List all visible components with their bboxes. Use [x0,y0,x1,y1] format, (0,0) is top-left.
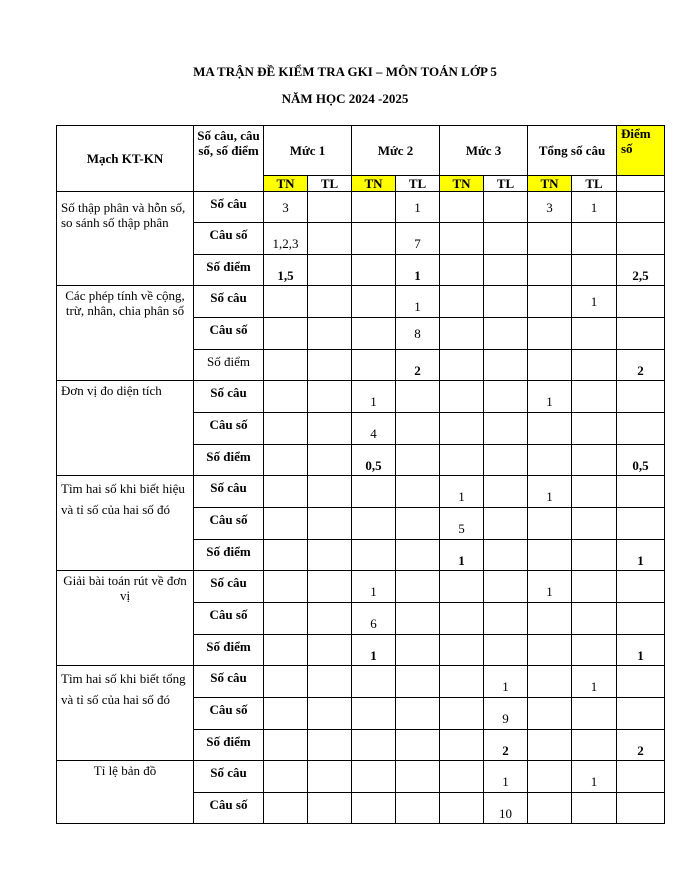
cell: 9 [484,698,528,730]
label-cau-so: Câu số [194,413,264,445]
label-so-cau: Số câu [194,476,264,508]
header-tl: TL [484,176,528,192]
matrix-table [56,125,665,824]
topic-name: Tỉ lệ bản đồ [57,761,194,824]
cell: 1,2,3 [264,223,308,255]
header-tn: TN [264,176,308,192]
header-score: Điểm số [617,126,665,176]
label-cau-so: Câu số [194,223,264,255]
cell: 1 [396,255,440,286]
label-so-diem: Số điểm [194,445,264,476]
cell: 3 [264,192,308,223]
topic-name: Các phép tính về cộng, trừ, nhân, chia phân số [57,286,194,381]
cell: 1 [572,192,617,223]
label-so-cau: Số câu [194,571,264,603]
label-cau-so: Câu số [194,508,264,540]
header-tl: TL [308,176,352,192]
cell: 3 [528,192,572,223]
cell: 4 [352,413,396,445]
cell: 1 [572,761,617,793]
cell: 1 [352,571,396,603]
header-topic: Mạch KT-KN [57,126,194,192]
header-tl: TL [572,176,617,192]
cell: 1 [484,761,528,793]
header-label: Số câu, câu số, số điểm [194,126,264,192]
cell: 1 [528,571,572,603]
cell: 1 [352,381,396,413]
topic-name: Tìm hai số khi biết tổng và tỉ số của hai số đó [57,666,194,761]
cell: 1,5 [264,255,308,286]
header-tn: TN [528,176,572,192]
cell-score: 1 [617,540,665,571]
cell: 6 [352,603,396,635]
cell: 1 [528,381,572,413]
cell: 1 [572,286,617,318]
cell: 2 [484,730,528,761]
label-cau-so: Câu số [194,698,264,730]
label-so-cau: Số câu [194,192,264,223]
cell: 1 [352,635,396,666]
header-tl: TL [396,176,440,192]
label-so-cau: Số câu [194,761,264,793]
label-so-diem: Số điểm [194,540,264,571]
cell: 1 [396,286,440,318]
topic-name: Giải bài toán rút về đơn vị [57,571,194,666]
header-tn: TN [440,176,484,192]
page-subtitle: NĂM HỌC 2024 -2025 [281,91,409,106]
cell: 1 [440,540,484,571]
cell: 0,5 [352,445,396,476]
cell: 1 [528,476,572,508]
header-tn: TN [352,176,396,192]
label-so-cau: Số câu [194,286,264,318]
cell-score: 2 [617,350,665,381]
cell: 8 [396,318,440,350]
header-total: Tổng số câu [528,126,617,176]
label-so-diem: Số điểm [194,350,264,381]
label-so-diem: Số điểm [194,730,264,761]
topic-name: Đơn vị đo diện tích [57,381,194,476]
cell: 2 [396,350,440,381]
topic-name: Số thập phân và hỗn số, so sánh số thập phân [57,192,194,286]
label-cau-so: Câu số [194,318,264,350]
cell-score: 1 [617,635,665,666]
label-so-diem: Số điểm [194,635,264,666]
header-muc2: Mức 2 [352,126,440,176]
cell: 1 [440,476,484,508]
page-title: MA TRẬN ĐỀ KIỂM TRA GKI – MÔN TOÁN LỚP 5 [193,64,497,79]
label-so-cau: Số câu [194,381,264,413]
label-cau-so: Câu số [194,603,264,635]
cell: 7 [396,223,440,255]
cell: 10 [484,793,528,824]
label-so-cau: Số câu [194,666,264,698]
label-so-diem: Số điểm [194,255,264,286]
header-empty [617,176,665,192]
label-cau-so: Câu số [194,793,264,824]
cell-score: 2 [617,730,665,761]
topic-name: Tìm hai số khi biết hiệu và tỉ số của hai số đó [57,476,194,571]
cell-score: 2,5 [617,255,665,286]
cell-score: 0,5 [617,445,665,476]
cell: 1 [396,192,440,223]
header-muc1: Mức 1 [264,126,352,176]
header-muc3: Mức 3 [440,126,528,176]
cell: 1 [484,666,528,698]
cell: 1 [572,666,617,698]
cell: 5 [440,508,484,540]
